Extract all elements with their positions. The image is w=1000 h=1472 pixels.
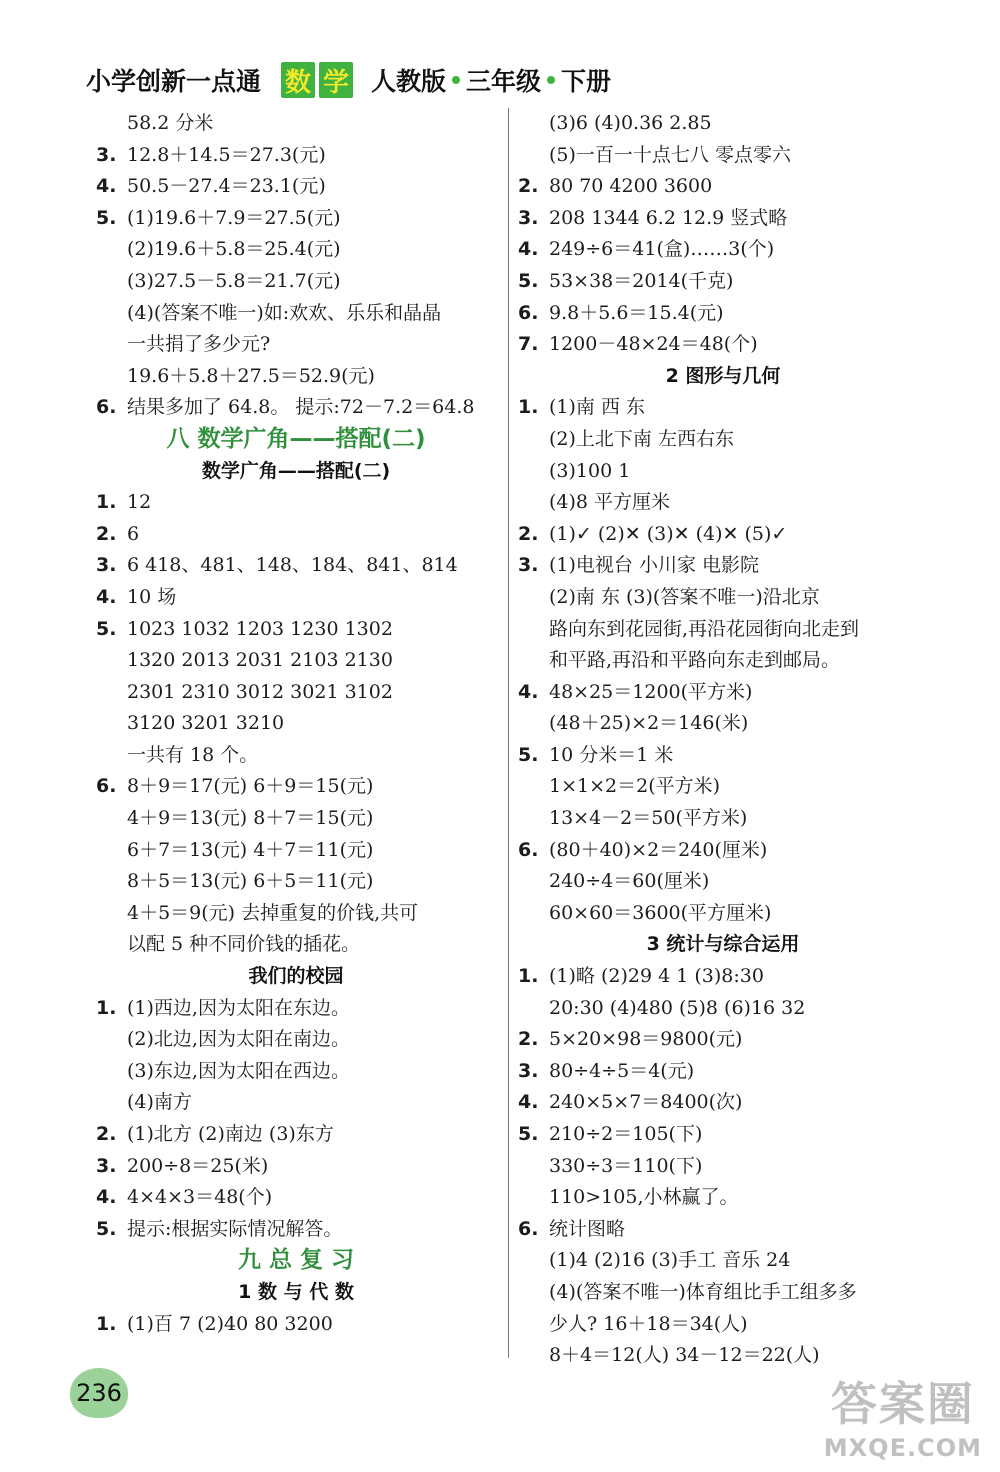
watermark-logo: 答案圈 bbox=[830, 1377, 975, 1431]
answer-line: 1. (1)南 西 东 bbox=[518, 396, 645, 419]
answer-line: (3)100 1 bbox=[549, 459, 631, 482]
answer-line: 6. 结果多加了 64.8。 提示:72－7.2＝64.8 bbox=[96, 396, 475, 419]
answer-line: 6. (80＋40)×2＝240(厘米) bbox=[518, 838, 768, 861]
answer-line: 3. 208 1344 6.2 12.9 竖式略 bbox=[518, 206, 788, 229]
answer-line: 13×4－2＝50(平方米) bbox=[549, 807, 748, 830]
answer-line: 240÷4＝60(厘米) bbox=[549, 870, 710, 893]
answer-line: 5. 210÷2＝105(下) bbox=[518, 1123, 703, 1145]
grade-label: 三年级 bbox=[466, 67, 542, 96]
answer-line: 1. (1)百 7 (2)40 80 3200 bbox=[96, 1312, 333, 1335]
answer-line: 2. 80 70 4200 3600 bbox=[518, 175, 713, 198]
answer-line: 1. 12 bbox=[96, 491, 152, 514]
answer-line: 一共有 18 个。 bbox=[127, 743, 259, 766]
header-dot-2 bbox=[547, 76, 555, 84]
section-heading: 我们的校园 bbox=[248, 965, 344, 988]
answer-line: 330÷3＝110(下) bbox=[549, 1154, 703, 1177]
subject-char-2: 学 bbox=[319, 62, 353, 98]
answer-line: 8＋5＝13(元) 6＋5＝11(元) bbox=[127, 870, 374, 893]
answer-line: 4. 10 场 bbox=[96, 585, 177, 608]
answer-line: 110>105,小林赢了。 bbox=[549, 1186, 739, 1209]
answer-line: 3. 12.8＋14.5＝27.3(元) bbox=[96, 143, 326, 166]
watermark bbox=[824, 1368, 982, 1462]
answer-line: (2)上北下南 左西右东 bbox=[549, 427, 734, 450]
answer-line: 2. (1)北方 (2)南边 (3)东方 bbox=[96, 1123, 334, 1145]
answer-line: 2301 2310 3012 3021 3102 bbox=[127, 680, 393, 703]
answer-line: 60×60＝3600(平方厘米) bbox=[549, 901, 772, 924]
answer-line: 5. 1023 1032 1203 1230 1302 bbox=[96, 617, 393, 640]
answer-line: 20:30 (4)480 (5)8 (6)16 32 bbox=[549, 996, 806, 1019]
answer-line: (5)一百一十点七八 零点零六 bbox=[549, 143, 791, 166]
answer-line: 1×1×2＝2(平方米) bbox=[549, 775, 721, 798]
answer-line: 19.6＋5.8＋27.5＝52.9(元) bbox=[127, 364, 375, 387]
answer-line: 少人? 16＋18＝34(人) bbox=[549, 1312, 748, 1335]
answer-line: 4. 249÷6＝41(盒)……3(个) bbox=[518, 238, 775, 261]
answer-line: (2)南 东 (3)(答案不唯一)沿北京 bbox=[549, 585, 820, 608]
answer-line: 5. 53×38＝2014(千克) bbox=[518, 269, 734, 292]
volume-label: 下册 bbox=[561, 67, 612, 96]
answer-line: 4. 4×4×3＝48(个) bbox=[96, 1186, 273, 1209]
answer-line: (3)27.5－5.8＝21.7(元) bbox=[127, 269, 341, 292]
unit-heading: 九 总 复 习 bbox=[237, 1247, 355, 1274]
edition-label: 人教版 bbox=[371, 67, 447, 96]
answer-line: (3)东边,因为太阳在西边。 bbox=[127, 1059, 350, 1082]
answer-line: (3)6 (4)0.36 2.85 bbox=[549, 112, 712, 134]
answer-line: (2)19.6＋5.8＝25.4(元) bbox=[127, 238, 341, 261]
answer-line: 3. 6 418、481、148、184、841、814 bbox=[96, 554, 458, 577]
page-number: 236 bbox=[70, 1368, 128, 1418]
right-column bbox=[518, 108, 928, 1372]
column-divider bbox=[508, 108, 509, 1358]
answer-line: 4＋9＝13(元) 8＋7＝15(元) bbox=[127, 807, 374, 830]
answer-line: 3120 3201 3210 bbox=[127, 712, 285, 735]
answer-line: 3. 200÷8＝25(米) bbox=[96, 1154, 269, 1177]
answer-line: 1320 2013 2031 2103 2130 bbox=[127, 649, 393, 672]
answer-line: 2. (1)✓ (2)✕ (3)✕ (4)✕ (5)✓ bbox=[518, 522, 788, 545]
answer-line: 4. 48×25＝1200(平方米) bbox=[518, 680, 753, 703]
answer-line: 6＋7＝13(元) 4＋7＝11(元) bbox=[127, 838, 374, 861]
answer-line: 6. 8＋9＝17(元) 6＋9＝15(元) bbox=[96, 775, 374, 798]
answer-line: 1. (1)西边,因为太阳在东边。 bbox=[96, 996, 350, 1019]
answer-line: 4＋5＝9(元) 去掉重复的价钱,共可 bbox=[127, 901, 419, 924]
answer-line: 3. (1)电视台 小川家 电影院 bbox=[518, 554, 759, 577]
answer-line: 6. 统计图略 bbox=[518, 1217, 626, 1240]
section-heading: 3 统计与综合运用 bbox=[646, 933, 800, 956]
answer-line: (2)北边,因为太阳在南边。 bbox=[127, 1028, 350, 1051]
answer-line: 5. 10 分米＝1 米 bbox=[518, 743, 674, 766]
answer-line: 4. 240×5×7＝8400(次) bbox=[518, 1091, 743, 1114]
answer-line: 5. 提示:根据实际情况解答。 bbox=[96, 1217, 343, 1240]
watermark-url: MXQE.COM bbox=[823, 1434, 982, 1462]
answer-line: (48＋25)×2＝146(米) bbox=[549, 712, 749, 735]
answer-line: 2. 5×20×98＝9800(元) bbox=[518, 1028, 743, 1051]
answer-line: 5. (1)19.6＋7.9＝27.5(元) bbox=[96, 206, 341, 229]
answer-line: (1)4 (2)16 (3)手工 音乐 24 bbox=[549, 1249, 791, 1272]
answer-line: 路向东到花园街,再沿花园街向北走到 bbox=[549, 617, 860, 640]
left-column bbox=[96, 108, 496, 1340]
answer-line: (4)8 平方厘米 bbox=[549, 491, 671, 514]
header-dot-1 bbox=[452, 76, 460, 84]
unit-heading: 八 数学广角——搭配(二) bbox=[166, 425, 426, 452]
answer-line: (4)(答案不唯一)体育组比手工组多多 bbox=[549, 1280, 857, 1303]
answer-line: 6. 9.8＋5.6＝15.4(元) bbox=[518, 301, 724, 324]
answer-line: 2. 6 bbox=[96, 522, 140, 545]
answer-line: 4. 50.5－27.4＝23.1(元) bbox=[96, 175, 326, 198]
answer-line: 1. (1)略 (2)29 4 1 (3)8:30 bbox=[518, 965, 764, 988]
answer-line: 58.2 分米 bbox=[127, 112, 214, 134]
answer-line: 3. 80÷4÷5＝4(元) bbox=[518, 1059, 695, 1082]
answer-line: 和平路,再沿和平路向东走到邮局。 bbox=[549, 649, 841, 672]
answer-line: (4)南方 bbox=[127, 1091, 192, 1114]
section-heading: 数学广角——搭配(二) bbox=[201, 459, 391, 482]
answer-line: 8＋4＝12(人) 34－12＝22(人) bbox=[549, 1344, 820, 1367]
answer-line: 以配 5 种不同价钱的插花。 bbox=[127, 933, 361, 956]
subject-char-1: 数 bbox=[281, 62, 315, 98]
series-title: 小学创新一点通 bbox=[86, 67, 262, 96]
answer-line: (4)(答案不唯一)如:欢欢、乐乐和晶晶 bbox=[127, 301, 442, 324]
answer-line: 一共捐了多少元? bbox=[127, 333, 271, 356]
answer-line: 7. 1200－48×24＝48(个) bbox=[518, 333, 758, 356]
book-header bbox=[86, 58, 611, 102]
section-heading: 2 图形与几何 bbox=[665, 364, 781, 387]
section-heading: 1 数 与 代 数 bbox=[238, 1280, 354, 1303]
